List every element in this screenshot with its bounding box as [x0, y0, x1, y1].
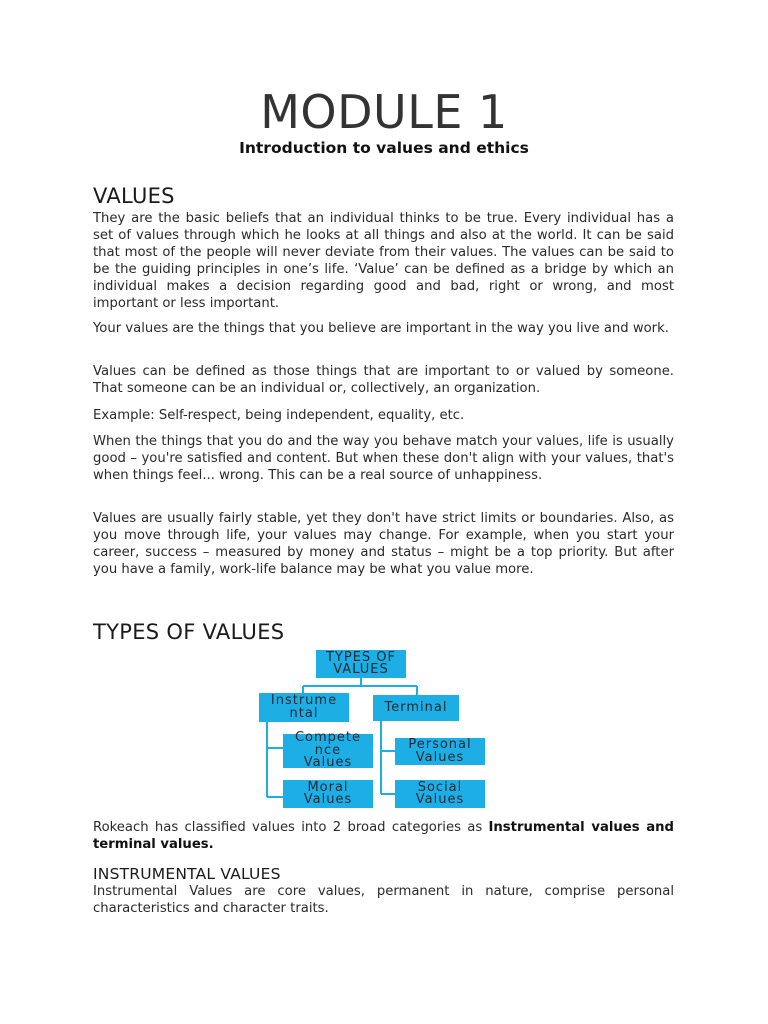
- instrumental-paragraph-block: [93, 884, 674, 918]
- values-paragraph: They are the basic beliefs that an individual thinks to be true. Every individual has a set of values through which he looks at all things and also at the world. It can be said that most of the people will never deviate from their values. The values can be said to be the guiding principles in one’s life. ‘Value’ can be defined as a bridge by which an individual makes a decision regarding good and bad, right or wrong, and most important or less important.: [93, 211, 674, 311]
- values-paragraph-6-block: [93, 511, 674, 579]
- values-paragraph-1-block: [93, 211, 674, 312]
- module-subtitle: Introduction to values and ethics: [239, 139, 529, 157]
- instrumental-heading-block: [93, 864, 674, 884]
- values-paragraph: Your values are the things that you believe are important in the way you live and work.: [93, 321, 669, 336]
- values-paragraph-5-block: [93, 434, 674, 485]
- rokeach-block: [93, 820, 674, 854]
- instrumental-values-paragraph: Instrumental Values are core values, permanent in nature, comprise personal characteristics and character traits.: [93, 884, 674, 916]
- values-paragraph: Values are usually fairly stable, yet they don't have strict limits or boundaries. Also, as you move through life, your values may change. For example, when you start your career, success – measured by money and status – might be a top priority. But after you have a family, work-life balance may be what you value more.: [93, 511, 674, 577]
- diagram-node-instrumental: Instrume ntal: [259, 693, 349, 722]
- values-heading: VALUES: [93, 184, 175, 208]
- diagram-node-competence-values: Compete nce Values: [283, 734, 373, 768]
- diagram-node-personal-values: Personal Values: [395, 738, 485, 765]
- instrumental-values-heading: INSTRUMENTAL VALUES: [93, 865, 281, 883]
- types-heading-block: [93, 619, 674, 645]
- values-heading-block: [93, 183, 674, 209]
- values-paragraph: When the things that you do and the way you behave match your values, life is usually good – you're satisfied and content. But when these don't align with your values, that's when things feel... wrong. This can be a real source of unhappiness.: [93, 434, 674, 483]
- values-example: Example: Self-respect, being independent, equality, etc.: [93, 408, 465, 423]
- types-of-values-heading: TYPES OF VALUES: [93, 620, 285, 644]
- values-paragraph-2-block: [93, 321, 674, 338]
- diagram-node-terminal: Terminal: [373, 695, 459, 721]
- diagram-node-root: TYPES OF VALUES: [316, 650, 406, 678]
- values-paragraph-3-block: [93, 364, 674, 398]
- values-example-block: [93, 408, 674, 425]
- module-title: MODULE 1: [260, 85, 508, 139]
- diagram-node-moral-values: Moral Values: [283, 780, 373, 808]
- rokeach-text: Rokeach has classified values into 2 broad categories as: [93, 820, 489, 835]
- rokeach-bold-text: Instrumental values and terminal values.: [93, 820, 674, 852]
- values-paragraph: Values can be defined as those things that are important to or valued by someone. That someone can be an individual or, collectively, an organization.: [93, 364, 674, 396]
- diagram-node-social-values: Social Values: [395, 780, 485, 808]
- rokeach-paragraph: [93, 820, 674, 854]
- types-of-values-diagram: [255, 648, 495, 816]
